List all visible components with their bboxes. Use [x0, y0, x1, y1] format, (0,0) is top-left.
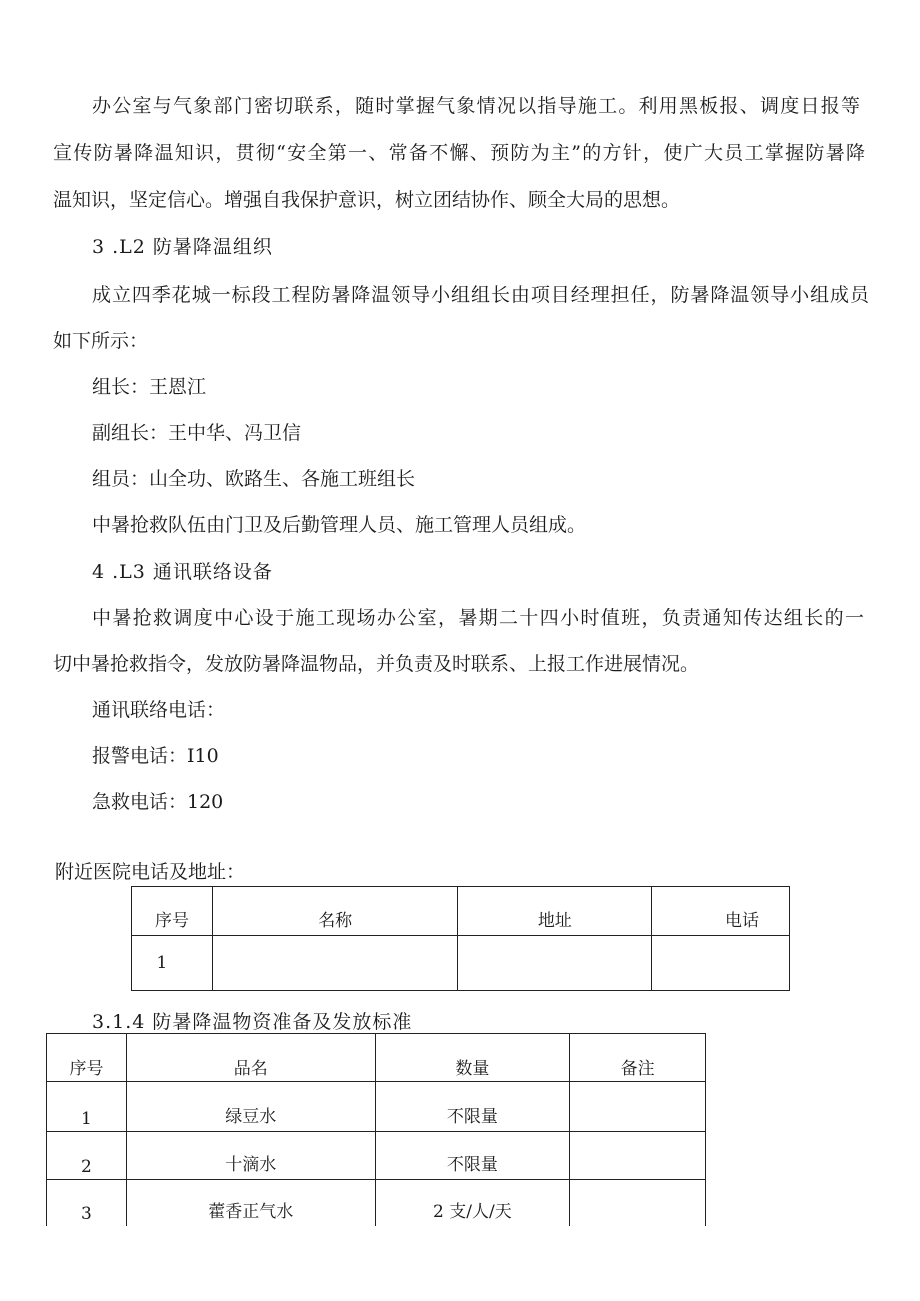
table-cell: 2 — [47, 1132, 127, 1180]
table-row — [132, 936, 790, 991]
table-cell: 1 — [47, 1082, 127, 1132]
supplies-table — [46, 1033, 706, 1226]
ambulance-phone: 急救电话：120 — [92, 791, 224, 813]
police-phone: 报警电话：I10 — [92, 745, 219, 767]
table-row — [47, 1082, 706, 1132]
table-cell: 不限量 — [375, 1082, 570, 1132]
paragraph-line: 温知识，坚定信心。增强自我保护意识，树立团结协作、顾全大局的思想。 — [53, 189, 681, 211]
table-cell — [212, 936, 458, 991]
table-header-cell: 序号 — [47, 1034, 127, 1082]
table-cell: 3 — [47, 1180, 127, 1226]
hospital-table — [131, 886, 790, 991]
table-header-cell: 备注 — [570, 1034, 706, 1082]
paragraph-line: 中暑抢救调度中心设于施工现场办公室，暑期二十四小时值班，负责通知传达组长的一 — [92, 607, 864, 629]
table-cell: 2 支/人/天 — [375, 1180, 570, 1226]
table-cell — [570, 1180, 706, 1226]
table-cell: 绿豆水 — [126, 1082, 375, 1132]
table-cell — [570, 1082, 706, 1132]
section-heading: 4 .L3 通讯联络设备 — [92, 561, 273, 583]
table-cell — [570, 1132, 706, 1180]
table-header-row — [47, 1034, 706, 1082]
section-heading: 3.1.4 防暑降温物资准备及发放标准 — [92, 1011, 413, 1033]
leader-line: 组长：王恩江 — [92, 376, 207, 398]
table-cell: 藿香正气水 — [126, 1180, 375, 1226]
contact-label: 通讯联络电话： — [92, 699, 226, 721]
table-cell — [458, 936, 652, 991]
table-header-cell: 名称 — [212, 887, 458, 936]
table-header-cell: 地址 — [458, 887, 652, 936]
paragraph-line: 成立四季花城一标段工程防暑降温领导小组组长由项目经理担任，防暑降温领导小组成员 — [92, 284, 869, 306]
paragraph-line: 切中暑抢救指令，发放防暑降温物品，并负责及时联系、上报工作进展情况。 — [53, 653, 700, 675]
paragraph-line: 办公室与气象部门密切联系，随时掌握气象情况以指导施工。利用黑板报、调度日报等 — [92, 95, 860, 117]
table-header-cell: 电话 — [652, 887, 790, 936]
table-cell: 十滴水 — [126, 1132, 375, 1180]
table-header-cell: 数量 — [375, 1034, 570, 1082]
hospital-label: 附近医院电话及地址： — [55, 861, 246, 883]
table-row — [47, 1132, 706, 1180]
table-header-row — [132, 887, 790, 936]
vice-leader-line: 副组长：王中华、冯卫信 — [92, 422, 302, 444]
table-header-cell: 品名 — [126, 1034, 375, 1082]
table-cell: 不限量 — [375, 1132, 570, 1180]
paragraph-line: 如下所示： — [53, 330, 149, 352]
table-cell — [652, 936, 790, 991]
table-row — [47, 1180, 706, 1226]
members-line: 组员：山全功、欧路生、各施工班组长 — [92, 468, 416, 490]
section-heading: 3 .L2 防暑降温组织 — [92, 236, 273, 258]
table-cell: 1 — [132, 936, 213, 991]
table-header-cell: 序号 — [132, 887, 213, 936]
paragraph-line: 宣传防暑降温知识，贯彻“安全第一、常备不懈、预防为主”的方针，使广大员工掌握防暑降 — [53, 142, 865, 164]
rescue-team-line: 中暑抢救队伍由门卫及后勤管理人员、施工管理人员组成。 — [92, 514, 587, 536]
